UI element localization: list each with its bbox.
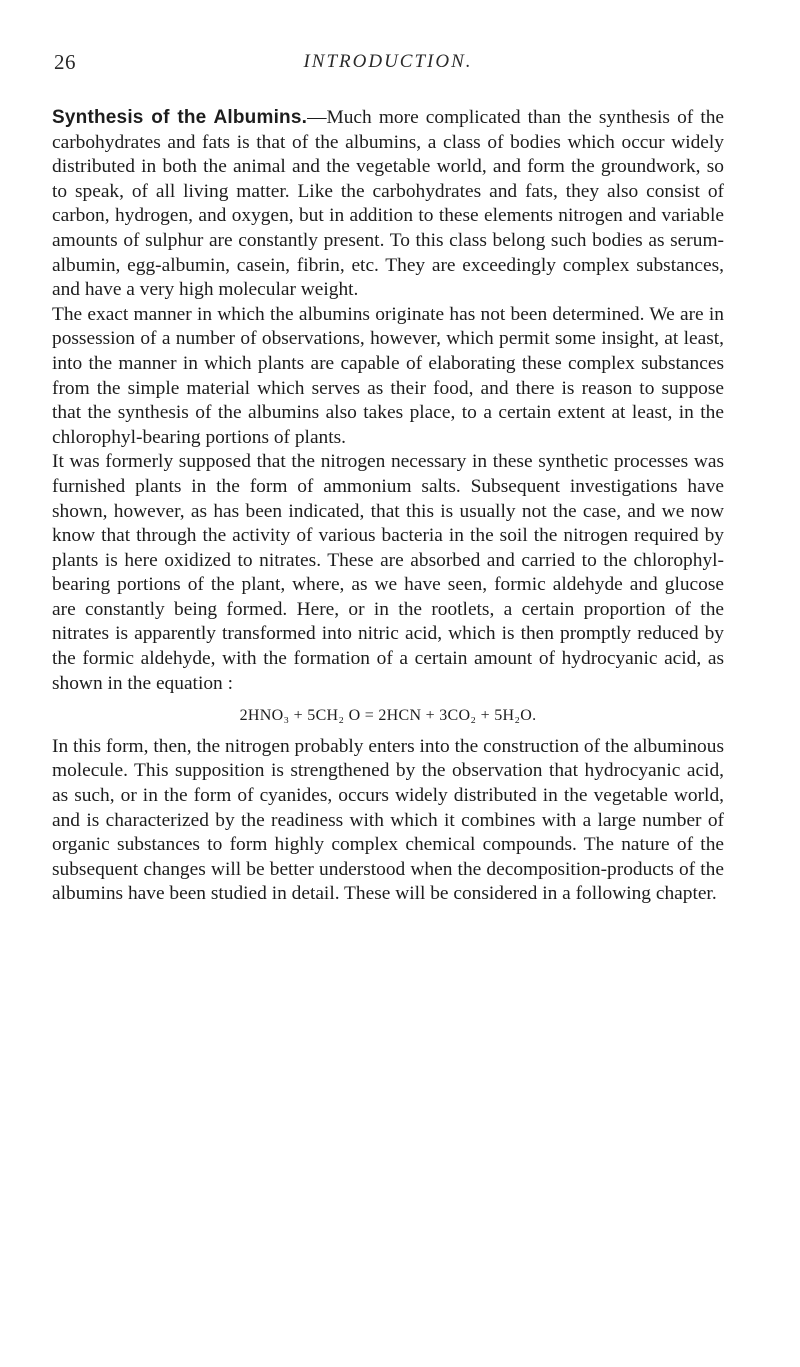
section-intro-text: —Much more complicated than the synthesis of the carbohydrates and fats is that of the albumins, a class of bodies which occur widely distributed in both the animal and the vegetable world, and form the groundwork, so to speak, of all living matter. Like the carbohydrates and fats, they also consist of carbon, hydrogen, and oxygen, but in addition to these elements nitrogen and variable amounts of sulphur are constantly present. To this class belong such bodies as serum-albumin, egg-albumin, casein, fibrin, etc. They are exceedingly complex substances, and have a very high molecular weight.	[52, 107, 725, 301]
body-text	[52, 106, 724, 907]
book-page	[52, 0, 724, 907]
paragraph: The exact manner in which the albumins originate has not been determined. We are in possession of a number of observations, however, which permit some insight, at least, into the manner in which plants are capable of elaborating these complex substances from the simple material which serves as their food, and there is reason to suppose that the synthesis of the albumins also takes place, to a certain extent at least, in the chlorophyl-bearing portions of plants.	[52, 303, 724, 448]
page-header	[52, 50, 724, 80]
chemical-equation: 2HNO₃ + 5CH₂ O = 2HCN + 3CO₂ + 5H₂O.	[239, 707, 537, 725]
running-title: INTRODUCTION.	[303, 51, 473, 72]
paragraph: It was formerly supposed that the nitrogen necessary in these synthetic processes was furnished plants in the form of ammonium salts. Subsequent investigations have shown, however, as has been indicated, that this is usually not the case, and we now know that through the activity of various bacteria in the soil the nitrogen required by plants is here oxidized to nitrates. These are absorbed and carried to the chlorophyl-bearing portions of the plant, where, as we have seen, formic aldehyde and glucose are constantly being formed. Here, or in the rootlets, a certain proportion of the nitrates is apparently transformed into nitric acid, which is then promptly reduced by the formic aldehyde, with the formation of a certain amount of hydrocyanic acid, as shown in the equation :	[52, 451, 724, 694]
page-number: 26	[54, 50, 76, 74]
section-intro-paragraph	[52, 106, 724, 303]
section-heading: Synthesis of the Albumins.	[52, 107, 308, 128]
closing-paragraph: In this form, then, the nitrogen probably enters into the construction of the albuminous molecule. This supposition is strengthened by the observation that hydrocyanic acid, as such, or in the form of cyanides, occurs widely distributed in the vegetable world, and is characterized by the readiness with which it combines with a large number of organic substances to form highly complex chemical compounds. The nature of the subsequent changes will be better understood when the decomposition-products of the albumins have been studied in detail. These will be considered in a following chapter.	[52, 735, 724, 905]
